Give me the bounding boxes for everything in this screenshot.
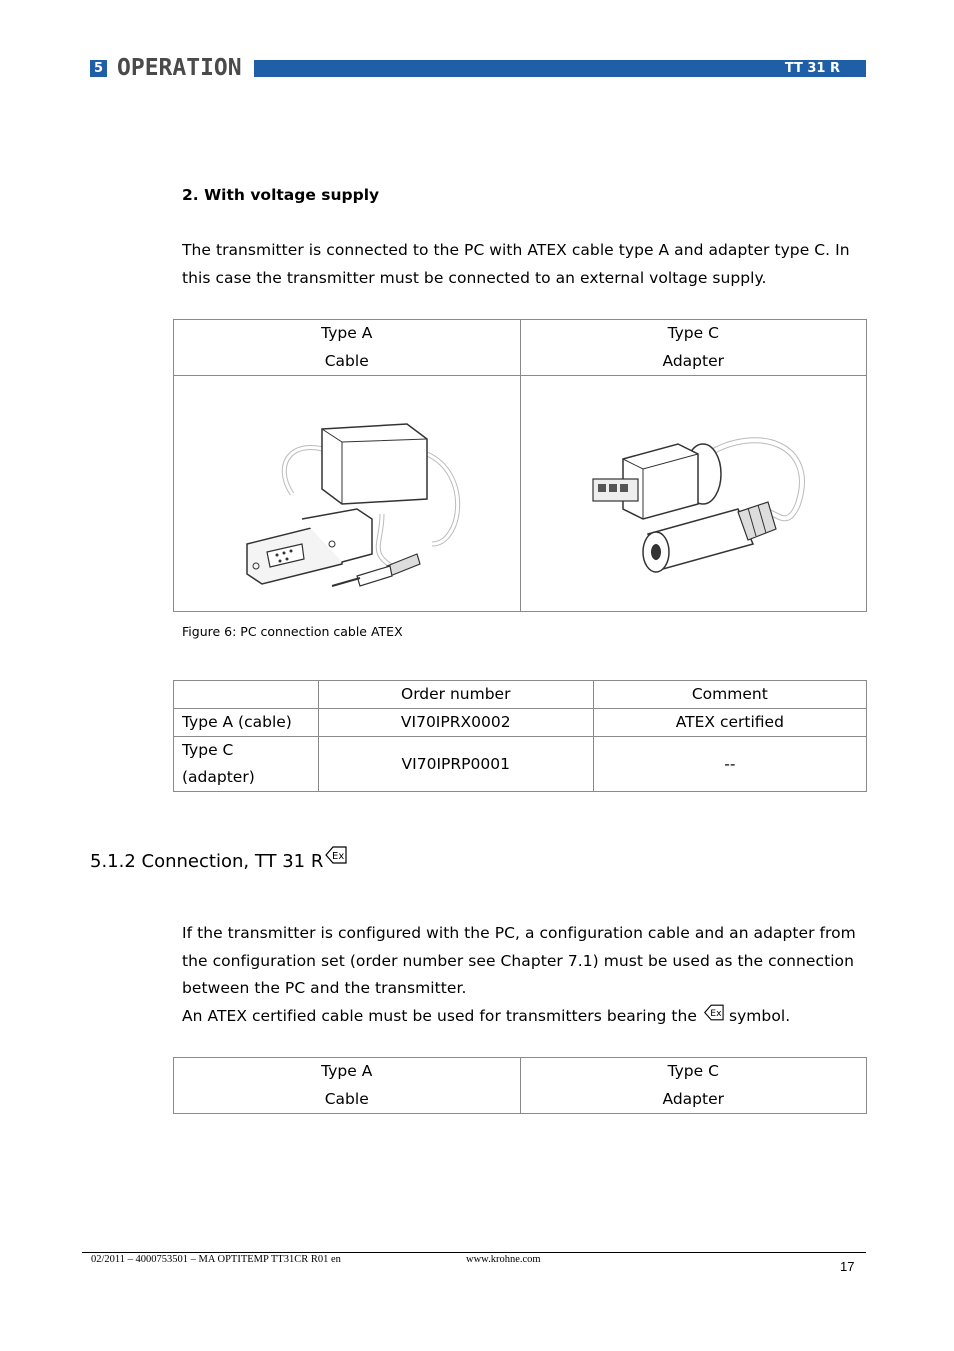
svg-text:Ex: Ex	[710, 1007, 722, 1019]
comment-cell: ATEX certified	[593, 709, 866, 737]
type-name: Adapter	[662, 351, 724, 370]
atex-text-before: An ATEX certified cable must be used for transmitters bearing the	[182, 1006, 697, 1025]
atex-line	[182, 1003, 862, 1031]
table-header-cell	[174, 681, 319, 709]
intro-line: The transmitter is connected to the PC with ATEX cable type A and adapter type C. In	[182, 241, 850, 259]
table-header-row	[174, 681, 867, 709]
type-name: Cable	[324, 1089, 369, 1108]
table-header-cell: Comment	[593, 681, 866, 709]
order-table	[173, 680, 867, 792]
table-header-cell: Order number	[318, 681, 593, 709]
order-number-cell: VI70IPRX0002	[318, 709, 593, 737]
ex-symbol-icon	[323, 845, 347, 865]
adapter-image-cell	[520, 376, 867, 612]
figure-caption: Figure 6: PC connection cable ATEX	[182, 624, 403, 639]
header-bar	[254, 60, 866, 77]
para-line: If the transmitter is configured with the PC, a configuration cable and an adapter from	[182, 924, 856, 942]
type-name: Adapter	[662, 1089, 724, 1108]
subsection-heading: 2. With voltage supply	[182, 186, 380, 204]
item-cell	[174, 737, 319, 792]
para-line: between the PC and the transmitter.	[182, 979, 467, 997]
type-name: Cable	[324, 351, 369, 370]
ex-symbol-icon	[702, 1003, 724, 1022]
chapter-title: OPERATION	[117, 55, 242, 81]
type-label: Type C	[667, 324, 719, 342]
bottom-header-cable	[174, 1058, 521, 1114]
cable-illustration-icon	[232, 394, 462, 594]
comment-cell: --	[593, 737, 866, 792]
adapter-illustration-icon	[578, 394, 808, 594]
footer-divider	[82, 1252, 866, 1253]
type-label: Type A	[321, 1062, 373, 1080]
connection-paragraph	[182, 920, 862, 1030]
item-line: Type C	[182, 741, 234, 759]
svg-text:Ex: Ex	[332, 851, 345, 862]
figure-table	[173, 319, 867, 612]
bottom-table	[173, 1057, 867, 1114]
type-label: Type C	[667, 1062, 719, 1080]
footer-document-id: 02/2011 – 4000753501 – MA OPTITEMP TT31CR R01 en	[91, 1254, 341, 1265]
para-line: the configuration set (order number see Chapter 7.1) must be used as the connection	[182, 951, 854, 970]
section-heading-text: 5.1.2 Connection, TT 31 R	[90, 851, 324, 872]
bottom-header-adapter	[520, 1058, 867, 1114]
page-number: 17	[840, 1259, 855, 1274]
table-row	[174, 709, 867, 737]
intro-paragraph	[182, 237, 862, 292]
figure-header-cable	[174, 320, 521, 376]
cable-image-cell	[174, 376, 521, 612]
document-code: TT 31 R	[784, 61, 840, 76]
order-number-cell: VI70IPRP0001	[318, 737, 593, 792]
atex-text-after: symbol.	[728, 1006, 791, 1025]
type-label: Type A	[321, 324, 373, 342]
footer-website: www.krohne.com	[466, 1254, 541, 1265]
table-row	[174, 737, 867, 792]
item-cell: Type A (cable)	[174, 709, 319, 737]
section-heading	[90, 845, 347, 875]
chapter-number-badge: 5	[90, 60, 107, 77]
figure-header-adapter	[520, 320, 867, 376]
intro-line: this case the transmitter must be connected to an external voltage supply.	[182, 268, 767, 287]
item-line: (adapter)	[182, 768, 255, 786]
